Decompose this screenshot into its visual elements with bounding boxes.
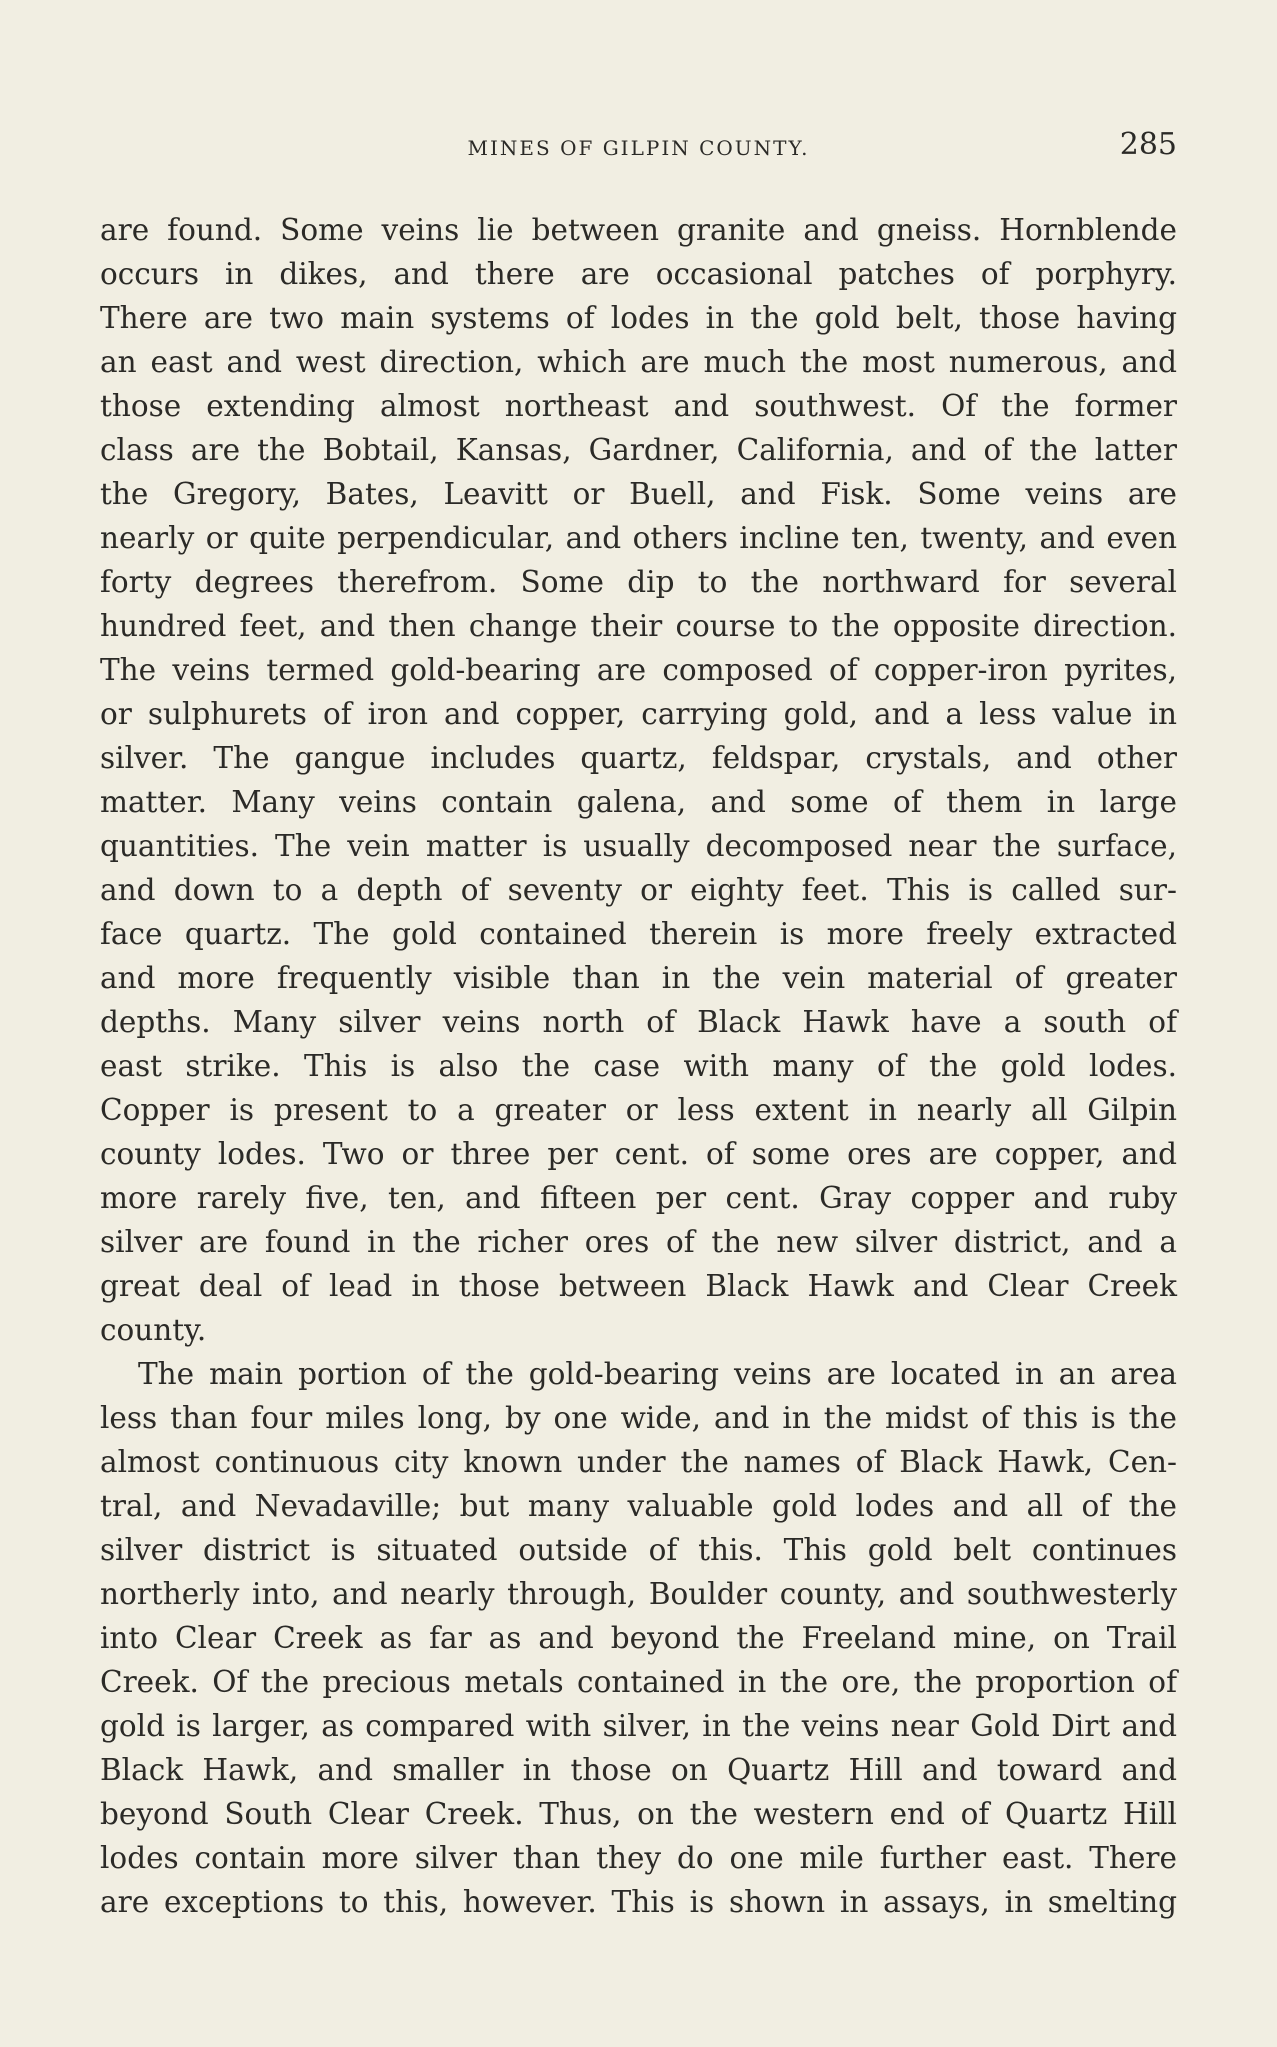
text-line: more rarely five, ten, and fifteen per cent. Gray copper and ruby bbox=[100, 1181, 1177, 1215]
text-line: depths. Many silver veins north of Black Hawk have a south of bbox=[100, 1005, 1177, 1039]
text-line: less than four miles long, by one wide, and in the midst of this is the bbox=[100, 1401, 1177, 1435]
text-line: quantities. The vein matter is usually decomposed near the surface, bbox=[100, 829, 1177, 863]
text-line: occurs in dikes, and there are occasional patches of porphyry. bbox=[100, 257, 1177, 291]
text-line: and down to a depth of seventy or eighty feet. This is called sur- bbox=[100, 873, 1177, 907]
page-number: 285 bbox=[1119, 127, 1177, 162]
text-line: county. bbox=[100, 1313, 207, 1347]
text-line: silver district is situated outside of this. This gold belt continues bbox=[100, 1533, 1177, 1567]
text-line: The veins termed gold-bearing are composed of copper-iron pyrites, bbox=[100, 653, 1177, 687]
text-line: Creek. Of the precious metals contained in the ore, the proportion of bbox=[100, 1665, 1177, 1699]
text-line: those extending almost northeast and southwest. Of the former bbox=[100, 389, 1177, 423]
text-line: class are the Bobtail, Kansas, Gardner, California, and of the latter bbox=[100, 433, 1177, 467]
text-line: great deal of lead in those between Black Hawk and Clear Creek bbox=[100, 1269, 1177, 1303]
text-line: are exceptions to this, however. This is shown in assays, in smelting bbox=[100, 1885, 1177, 1919]
paragraph-1 bbox=[100, 208, 1177, 1352]
text-line: or sulphurets of iron and copper, carrying gold, and a less value in bbox=[100, 697, 1177, 731]
text-line: almost continuous city known under the names of Black Hawk, Cen- bbox=[100, 1445, 1177, 1479]
text-line: gold is larger, as compared with silver, in the veins near Gold Dirt and bbox=[100, 1709, 1177, 1743]
text-line: nearly or quite perpendicular, and others incline ten, twenty, and even bbox=[100, 521, 1177, 555]
text-line: into Clear Creek as far as and beyond the Freeland mine, on Trail bbox=[100, 1621, 1177, 1655]
text-line: the Gregory, Bates, Leavitt or Buell, and Fisk. Some veins are bbox=[100, 477, 1177, 511]
text-line: forty degrees therefrom. Some dip to the northward for several bbox=[100, 565, 1177, 599]
text-line: and more frequently visible than in the vein material of greater bbox=[100, 961, 1177, 995]
paragraph-2 bbox=[100, 1352, 1177, 1924]
running-header bbox=[100, 128, 1177, 168]
text-line: northerly into, and nearly through, Boulder county, and southwesterly bbox=[100, 1577, 1177, 1611]
text-line: beyond South Clear Creek. Thus, on the western end of Quartz Hill bbox=[100, 1797, 1177, 1831]
text-line: an east and west direction, which are much the most numerous, and bbox=[100, 345, 1177, 379]
running-title: MINES OF GILPIN COUNTY. bbox=[467, 136, 810, 160]
text-line: tral, and Nevadaville; but many valuable gold lodes and all of the bbox=[100, 1489, 1177, 1523]
text-line: are found. Some veins lie between granite and gneiss. Hornblende bbox=[100, 213, 1177, 247]
text-line: matter. Many veins contain galena, and some of them in large bbox=[100, 785, 1177, 819]
text-line: The main portion of the gold-bearing veins are located in an area bbox=[138, 1357, 1177, 1391]
text-line: Copper is present to a greater or less extent in nearly all Gilpin bbox=[100, 1093, 1177, 1127]
text-line: lodes contain more silver than they do one mile further east. There bbox=[100, 1841, 1177, 1875]
text-line: face quartz. The gold contained therein is more freely extracted bbox=[100, 917, 1177, 951]
text-line: silver are found in the richer ores of the new silver district, and a bbox=[100, 1225, 1177, 1259]
text-line: hundred feet, and then change their course to the opposite direction. bbox=[100, 609, 1177, 643]
text-line: county lodes. Two or three per cent. of some ores are copper, and bbox=[100, 1137, 1177, 1171]
body-text bbox=[100, 208, 1177, 1924]
text-line: There are two main systems of lodes in the gold belt, those having bbox=[100, 301, 1177, 335]
text-line: silver. The gangue includes quartz, feldspar, crystals, and other bbox=[100, 741, 1177, 775]
text-line: east strike. This is also the case with many of the gold lodes. bbox=[100, 1049, 1177, 1083]
text-line: Black Hawk, and smaller in those on Quartz Hill and toward and bbox=[100, 1753, 1177, 1787]
